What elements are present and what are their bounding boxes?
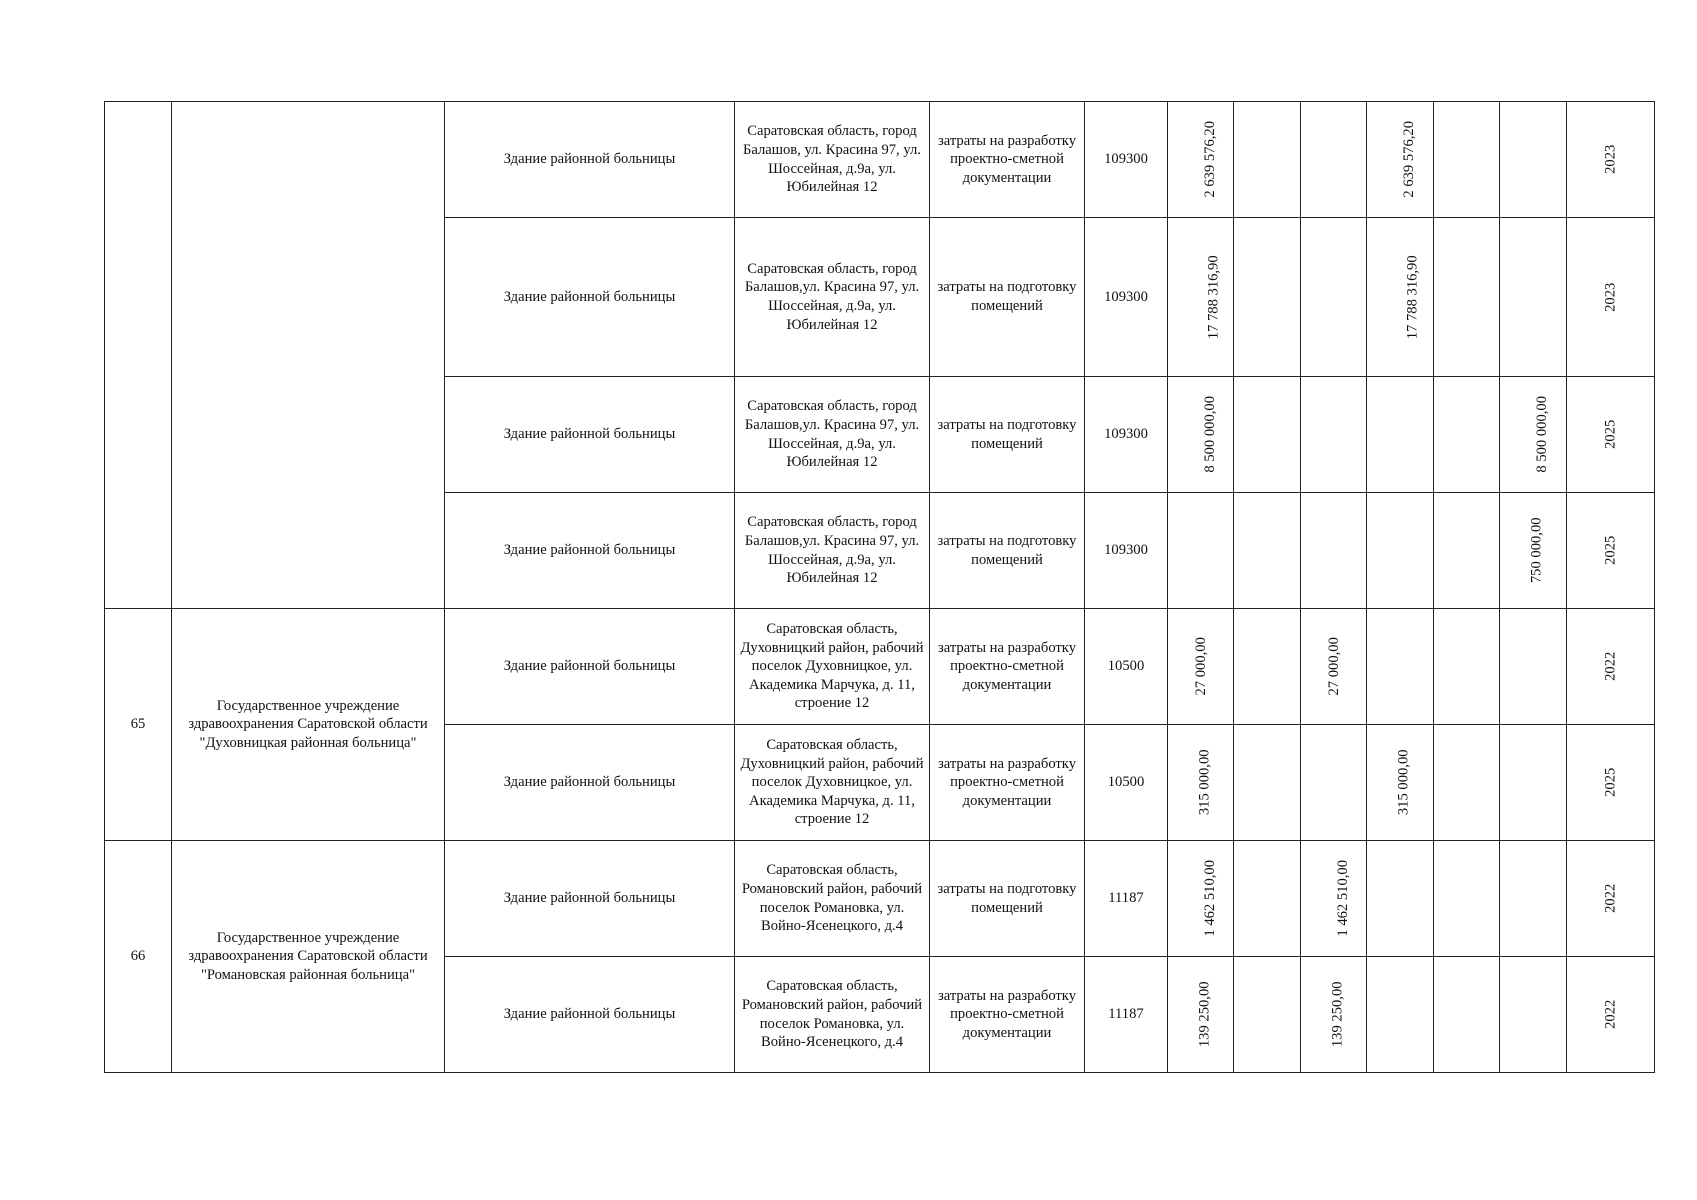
object-name: Здание районной больницы — [445, 609, 735, 725]
amount-col-2024 — [1434, 725, 1500, 841]
amount-col-2024 — [1434, 377, 1500, 493]
amount-col-2025 — [1500, 102, 1567, 218]
cost-type: затраты на подготовку помещений — [930, 377, 1085, 493]
amount-col-2021 — [1234, 841, 1301, 957]
amount-col-2025 — [1500, 609, 1567, 725]
implementation-year: 2025 — [1567, 377, 1655, 493]
amount-col-2023 — [1367, 841, 1434, 957]
object-name: Здание районной больницы — [445, 493, 735, 609]
total-amount — [1168, 493, 1234, 609]
amount-col-2022: 27 000,00 — [1301, 609, 1367, 725]
amount-col-2022 — [1301, 725, 1367, 841]
total-amount: 8 500 000,00 — [1168, 377, 1234, 493]
implementation-year: 2023 — [1567, 102, 1655, 218]
total-amount: 2 639 576,20 — [1168, 102, 1234, 218]
area-value: 109300 — [1085, 102, 1168, 218]
organization-name: Государственное учреждение здравоохранения Саратовской области "Романовская районная больница" — [172, 841, 445, 1073]
object-address: Саратовская область, Духовницкий район, рабочий поселок Духовницкое, ул. Академика Марчука, д. 11, строение 12 — [735, 609, 930, 725]
amount-col-2022 — [1301, 377, 1367, 493]
total-amount: 17 788 316,90 — [1168, 218, 1234, 377]
row-number: 65 — [105, 609, 172, 841]
object-address: Саратовская область, город Балашов, ул. Красина 97, ул. Шоссейная, д.9а, ул. Юбилейная 12 — [735, 102, 930, 218]
amount-col-2024 — [1434, 957, 1500, 1073]
cost-type: затраты на разработку проектно-сметной документации — [930, 957, 1085, 1073]
table-row — [105, 102, 1655, 218]
amount-col-2021 — [1234, 609, 1301, 725]
amount-col-2023 — [1367, 377, 1434, 493]
amount-col-2022 — [1301, 102, 1367, 218]
table-row — [105, 609, 1655, 725]
area-value: 11187 — [1085, 841, 1168, 957]
cost-type: затраты на подготовку помещений — [930, 841, 1085, 957]
implementation-year: 2022 — [1567, 609, 1655, 725]
amount-col-2021 — [1234, 957, 1301, 1073]
amount-col-2023 — [1367, 609, 1434, 725]
amount-col-2022 — [1301, 218, 1367, 377]
amount-col-2021 — [1234, 377, 1301, 493]
amount-col-2022 — [1301, 493, 1367, 609]
amount-col-2022: 1 462 510,00 — [1301, 841, 1367, 957]
area-value: 11187 — [1085, 957, 1168, 1073]
implementation-year: 2023 — [1567, 218, 1655, 377]
object-address: Саратовская область, Романовский район, рабочий поселок Романовка, ул. Войно-Ясенецкого, д.4 — [735, 957, 930, 1073]
amount-col-2024 — [1434, 609, 1500, 725]
amount-col-2023 — [1367, 957, 1434, 1073]
amount-col-2025: 8 500 000,00 — [1500, 377, 1567, 493]
amount-col-2023: 315 000,00 — [1367, 725, 1434, 841]
amount-col-2023: 17 788 316,90 — [1367, 218, 1434, 377]
amount-col-2025 — [1500, 725, 1567, 841]
area-value: 10500 — [1085, 725, 1168, 841]
funding-table — [104, 101, 1655, 1073]
implementation-year: 2025 — [1567, 493, 1655, 609]
amount-col-2021 — [1234, 218, 1301, 377]
amount-col-2025 — [1500, 841, 1567, 957]
row-number: 66 — [105, 841, 172, 1073]
object-name: Здание районной больницы — [445, 102, 735, 218]
amount-col-2025 — [1500, 218, 1567, 377]
amount-col-2021 — [1234, 493, 1301, 609]
cost-type: затраты на подготовку помещений — [930, 493, 1085, 609]
cost-type: затраты на разработку проектно-сметной документации — [930, 609, 1085, 725]
amount-col-2025 — [1500, 957, 1567, 1073]
object-address: Саратовская область, Духовницкий район, рабочий поселок Духовницкое, ул. Академика Марчука, д. 11, строение 12 — [735, 725, 930, 841]
object-name: Здание районной больницы — [445, 377, 735, 493]
object-name: Здание районной больницы — [445, 218, 735, 377]
implementation-year: 2022 — [1567, 841, 1655, 957]
amount-col-2021 — [1234, 102, 1301, 218]
total-amount: 27 000,00 — [1168, 609, 1234, 725]
implementation-year: 2025 — [1567, 725, 1655, 841]
area-value: 109300 — [1085, 218, 1168, 377]
cost-type: затраты на подготовку помещений — [930, 218, 1085, 377]
amount-col-2021 — [1234, 725, 1301, 841]
amount-col-2025: 750 000,00 — [1500, 493, 1567, 609]
amount-col-2024 — [1434, 218, 1500, 377]
area-value: 109300 — [1085, 493, 1168, 609]
table-row — [105, 841, 1655, 957]
implementation-year: 2022 — [1567, 957, 1655, 1073]
amount-col-2024 — [1434, 493, 1500, 609]
object-address: Саратовская область, город Балашов,ул. Красина 97, ул. Шоссейная, д.9а, ул. Юбилейная 12 — [735, 218, 930, 377]
row-number — [105, 102, 172, 609]
total-amount: 1 462 510,00 — [1168, 841, 1234, 957]
organization-name — [172, 102, 445, 609]
cost-type: затраты на разработку проектно-сметной документации — [930, 725, 1085, 841]
amount-col-2023: 2 639 576,20 — [1367, 102, 1434, 218]
amount-col-2024 — [1434, 102, 1500, 218]
object-address: Саратовская область, город Балашов,ул. Красина 97, ул. Шоссейная, д.9а, ул. Юбилейная 12 — [735, 377, 930, 493]
object-name: Здание районной больницы — [445, 841, 735, 957]
object-address: Саратовская область, город Балашов,ул. Красина 97, ул. Шоссейная, д.9а, ул. Юбилейная 12 — [735, 493, 930, 609]
area-value: 109300 — [1085, 377, 1168, 493]
object-name: Здание районной больницы — [445, 957, 735, 1073]
object-address: Саратовская область, Романовский район, рабочий поселок Романовка, ул. Войно-Ясенецкого, д.4 — [735, 841, 930, 957]
total-amount: 139 250,00 — [1168, 957, 1234, 1073]
amount-col-2022: 139 250,00 — [1301, 957, 1367, 1073]
cost-type: затраты на разработку проектно-сметной документации — [930, 102, 1085, 218]
amount-col-2023 — [1367, 493, 1434, 609]
amount-col-2024 — [1434, 841, 1500, 957]
area-value: 10500 — [1085, 609, 1168, 725]
total-amount: 315 000,00 — [1168, 725, 1234, 841]
organization-name: Государственное учреждение здравоохранения Саратовской области "Духовницкая районная больница" — [172, 609, 445, 841]
object-name: Здание районной больницы — [445, 725, 735, 841]
